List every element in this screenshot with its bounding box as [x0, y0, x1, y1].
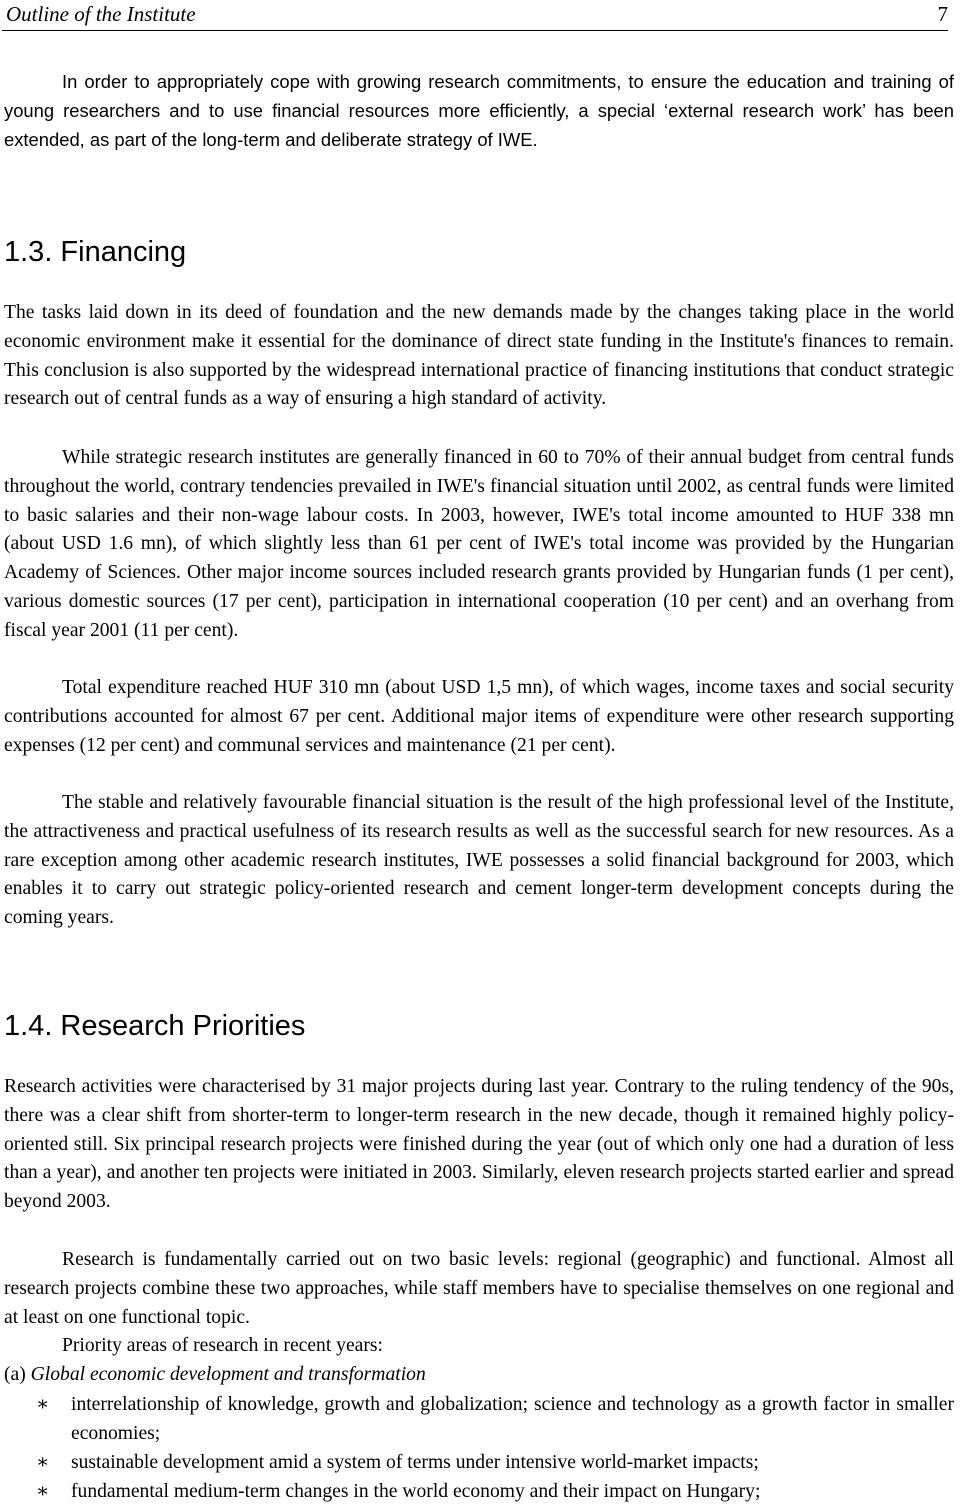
list-item-text: sustainable development amid a system of terms under intensive world-market impacts; — [71, 1452, 759, 1473]
financing-paragraph-1: The tasks laid down in its deed of foundation and the new demands made by the changes taking place in the world economic environment make it essential for the dominance of direct state funding in the Institute's finances to remain. This conclusion is also supported by the widespread international practice of financing institutions that conduct strategic research out of central funds as a way of ensuring a high standard of activity. — [4, 302, 954, 410]
list-item-text: fundamental medium-term changes in the world economy and their impact on Hungary; — [71, 1481, 761, 1502]
section-heading-financing: 1.3. Financing — [4, 236, 187, 268]
section-heading-research-priorities: 1.4. Research Priorities — [4, 1010, 306, 1042]
bullet-icon: ∗ — [36, 1481, 50, 1502]
priority-area-label: (a) — [4, 1364, 26, 1385]
intro-paragraph: In order to appropriately cope with growing research commitments, to ensure the education and training of young researchers and to use financial resources more efficiently, a special ‘external research work’ has been extended, as part of the long-term and deliberate strategy of IWE. — [4, 71, 954, 150]
priority-area-heading — [4, 1361, 426, 1390]
bullet-icon: ∗ — [36, 1452, 50, 1473]
priorities-paragraph-1: Research activities were characterised by 31 major projects during last year. Contrary to the ruling tendency of the 90s, there was a clear shift from shorter-term to longer-term research in the new decade, though it remained highly policy-oriented still. Six principal research projects were finished during the year (out of which only one had a duration of less than a year), and another ten projects were initiated in 2003. Similarly, eleven research projects started earlier and spread beyond 2003. — [4, 1076, 954, 1213]
list-item-text: interrelationship of knowledge, growth and globalization; science and technology as a growth factor in smaller economies; — [71, 1394, 954, 1444]
bullet-icon: ∗ — [36, 1394, 50, 1415]
list-item — [4, 1391, 954, 1449]
page-number: 7 — [937, 2, 948, 26]
list-item — [4, 1449, 954, 1478]
financing-paragraph-4: The stable and relatively favourable financial situation is the result of the high professional level of the Institute, the attractiveness and practical usefulness of its research results as well as the successful search for new resources. As a rare exception among other academic research institutes, IWE possesses a solid financial background for 2003, which enables it to carry out strategic policy-oriented research and cement longer-term development concepts during the coming years. — [4, 792, 954, 929]
priorities-paragraph-3: Priority areas of research in recent years: — [62, 1335, 383, 1356]
financing-paragraph-2: While strategic research institutes are generally financed in 60 to 70% of their annual budget from central funds throughout the world, contrary tendencies prevailed in IWE's financial situation until 2002, as central funds were limited to basic salaries and their non-wage labour costs. In 2003, however, IWE's total income amounted to HUF 338 mn (about USD 1.6 mn), of which slightly less than 61 per cent of IWE's total income was provided by the Hungarian Academy of Sciences. Other major income sources included research grants provided by Hungarian funds (1 per cent), various domestic sources (17 per cent), participation in international cooperation (10 per cent) and an overhang from fiscal year 2001 (11 per cent). — [4, 447, 954, 641]
financing-paragraph-3: Total expenditure reached HUF 310 mn (about USD 1,5 mn), of which wages, income taxes and social security contributions accounted for almost 67 per cent. Additional major items of expenditure were other research supporting expenses (12 per cent) and communal services and maintenance (21 per cent). — [4, 677, 954, 756]
priority-area-title: Global economic development and transformation — [30, 1364, 426, 1385]
page-header — [2, 0, 948, 31]
list-item — [4, 1478, 954, 1507]
running-title: Outline of the Institute — [6, 2, 196, 26]
priorities-paragraph-2: Research is fundamentally carried out on two basic levels: regional (geographic) and functional. Almost all research projects combine these two approaches, while staff members have to specialise themselves on one regional and at least on one functional topic. — [4, 1249, 954, 1328]
